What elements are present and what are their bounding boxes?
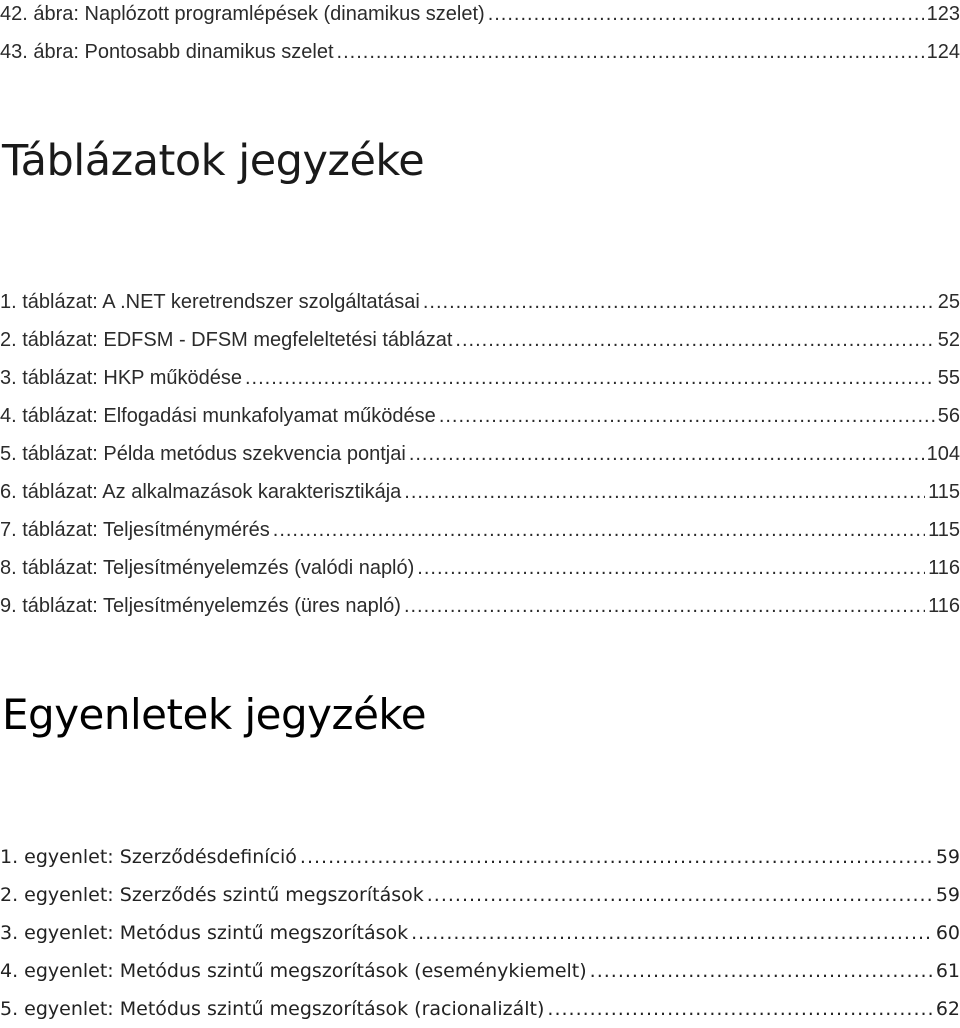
toc-entry-label: 43. ábra: Pontosabb dinamikus szelet xyxy=(0,41,334,63)
toc-entry-page: 115 xyxy=(928,481,960,503)
toc-entry-page: 59 xyxy=(935,884,960,906)
toc-entry-table-9[interactable] xyxy=(0,587,960,625)
toc-entry-page: 123 xyxy=(926,3,960,25)
tables-list xyxy=(0,283,960,625)
toc-entry-page: 52 xyxy=(937,329,960,351)
dot-leader xyxy=(411,914,933,952)
toc-entry-label: 7. táblázat: Teljesítménymérés xyxy=(0,519,270,541)
toc-entry-page: 60 xyxy=(935,922,960,944)
toc-entry-equation-3[interactable] xyxy=(0,914,960,952)
toc-entry-page: 115 xyxy=(928,519,960,541)
toc-entry-page: 104 xyxy=(926,443,960,465)
toc-entry-label: 9. táblázat: Teljesítményelemzés (üres napló) xyxy=(0,595,401,617)
toc-entry-label: 2. egyenlet: Szerződés szintű megszorítások xyxy=(0,884,424,906)
equations-list xyxy=(0,838,960,1028)
dot-leader xyxy=(245,359,935,397)
dot-leader xyxy=(337,33,924,71)
toc-entry-label: 1. egyenlet: Szerződésdefiníció xyxy=(0,846,297,868)
toc-entry-page: 116 xyxy=(928,595,960,617)
dot-leader xyxy=(300,838,933,876)
dot-leader xyxy=(547,990,932,1028)
dot-leader xyxy=(273,511,925,549)
toc-entry-label: 1. táblázat: A .NET keretrendszer szolgáltatásai xyxy=(0,291,420,313)
toc-entry-label: 4. egyenlet: Metódus szintű megszorítások (eseménykiemelt) xyxy=(0,960,587,982)
toc-entry-figure-43[interactable] xyxy=(0,33,960,71)
toc-entry-table-5[interactable] xyxy=(0,435,960,473)
dot-leader xyxy=(409,435,924,473)
dot-leader xyxy=(427,876,933,914)
toc-entry-table-6[interactable] xyxy=(0,473,960,511)
dot-leader xyxy=(404,587,925,625)
toc-entry-page: 59 xyxy=(935,846,960,868)
toc-entry-label: 8. táblázat: Teljesítményelemzés (valódi napló) xyxy=(0,557,415,579)
toc-entry-page: 61 xyxy=(935,960,960,982)
toc-entry-page: 56 xyxy=(937,405,960,427)
toc-entry-equation-5[interactable] xyxy=(0,990,960,1028)
equations-list-heading: Egyenletek jegyzéke xyxy=(2,690,427,739)
toc-entry-label: 6. táblázat: Az alkalmazások karakterisztikája xyxy=(0,481,402,503)
toc-entry-table-8[interactable] xyxy=(0,549,960,587)
dot-leader xyxy=(423,283,935,321)
toc-entry-table-7[interactable] xyxy=(0,511,960,549)
toc-entry-table-4[interactable] xyxy=(0,397,960,435)
dot-leader xyxy=(590,952,933,990)
toc-entry-label: 3. táblázat: HKP működése xyxy=(0,367,242,389)
dot-leader xyxy=(455,321,934,359)
toc-entry-label: 42. ábra: Naplózott programlépések (dinamikus szelet) xyxy=(0,3,485,25)
toc-entry-page: 25 xyxy=(937,291,960,313)
toc-entry-label: 3. egyenlet: Metódus szintű megszorítások xyxy=(0,922,409,944)
toc-entry-figure-42[interactable] xyxy=(0,0,960,33)
dot-leader xyxy=(404,473,925,511)
toc-entry-table-3[interactable] xyxy=(0,359,960,397)
toc-entry-label: 4. táblázat: Elfogadási munkafolyamat működése xyxy=(0,405,436,427)
toc-entry-table-1[interactable] xyxy=(0,283,960,321)
toc-entry-label: 2. táblázat: EDFSM - DFSM megfeleltetési táblázat xyxy=(0,329,453,351)
toc-entry-label: 5. egyenlet: Metódus szintű megszorítások (racionalizált) xyxy=(0,998,545,1020)
toc-entry-equation-1[interactable] xyxy=(0,838,960,876)
toc-entry-table-2[interactable] xyxy=(0,321,960,359)
toc-entry-page: 55 xyxy=(937,367,960,389)
dot-leader xyxy=(439,397,935,435)
toc-entry-equation-4[interactable] xyxy=(0,952,960,990)
toc-entry-equation-2[interactable] xyxy=(0,876,960,914)
toc-entry-page: 62 xyxy=(935,998,960,1020)
toc-entry-label: 5. táblázat: Példa metódus szekvencia pontjai xyxy=(0,443,406,465)
dot-leader xyxy=(488,0,924,33)
dot-leader xyxy=(417,549,925,587)
tables-list-heading: Táblázatok jegyzéke xyxy=(2,136,425,186)
figures-list-tail xyxy=(0,0,960,71)
toc-entry-page: 116 xyxy=(928,557,960,579)
toc-entry-page: 124 xyxy=(926,41,960,63)
